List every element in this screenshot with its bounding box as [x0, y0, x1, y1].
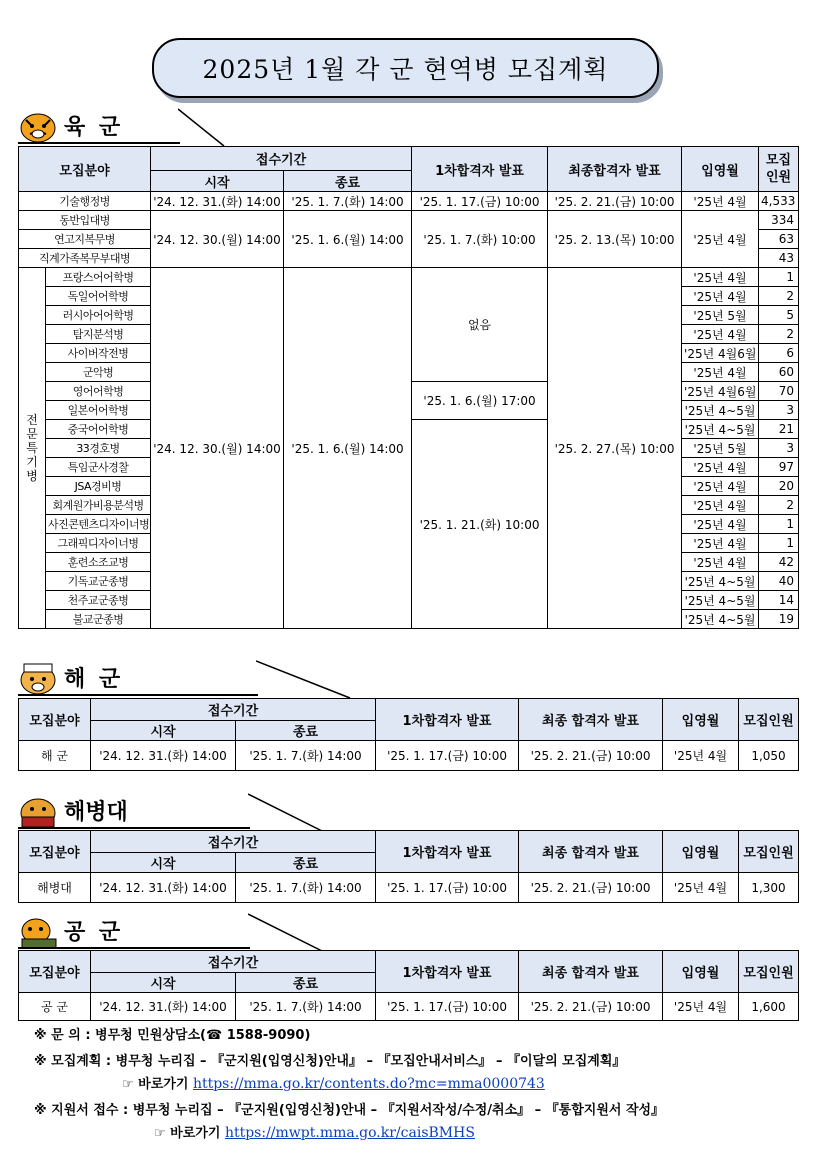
col-first: 1차합격자 발표 — [376, 951, 519, 993]
col-final: 최종 합격자 발표 — [519, 951, 663, 993]
army-title: 육 군 — [64, 115, 124, 140]
airforce-table — [18, 950, 799, 1021]
table-row: 사진콘텐츠디자이너병 '25년 4월 1 — [19, 515, 799, 534]
table-row: 특임군사경찰 '25년 4월 97 — [19, 458, 799, 477]
table-row: 전문특기병 프랑스어어학병 '24. 12. 30.(월) 14:00 '25. 1. 6.(월) 14:00 없음 '25. 2. 27.(목) 10:00 '25년 4월 1 — [19, 268, 799, 287]
col-field: 모집분야 — [19, 951, 91, 993]
table-row: 사이버작전병 '25년 4월6월 6 — [19, 344, 799, 363]
airforce-section-header — [18, 913, 250, 949]
table-row: 33경호병 '25년 5월 3 — [19, 439, 799, 458]
col-period: 접수기간 — [151, 147, 412, 171]
col-end: 종료 — [284, 171, 412, 192]
table-row: 훈련소조교병 '25년 4월 42 — [19, 553, 799, 572]
table-row: 천주교군종병 '25년 4~5월 14 — [19, 591, 799, 610]
plan-link[interactable]: https://mma.go.kr/contents.do?mc=mma0000743 — [192, 1076, 545, 1092]
col-end: 종료 — [236, 721, 376, 741]
col-first: 1차합격자 발표 — [376, 699, 519, 741]
col-enlist: 입영월 — [663, 831, 739, 873]
col-enlist: 입영월 — [663, 951, 739, 993]
table-row: 해 군 '24. 12. 31.(화) 14:00 '25. 1. 7.(화) 14:00 '25. 1. 17.(금) 10:00 '25. 2. 21.(금) 10:00 '25년 4월 1,050 — [19, 741, 799, 771]
army-header-slant — [178, 108, 228, 148]
table-row: 탐지분석병 '25년 4월 2 — [19, 325, 799, 344]
col-field: 모집분야 — [19, 147, 151, 192]
table-row: 연고지복무병 63 — [19, 230, 799, 249]
note-plan-link-row: ☞ 바로가기 https://mma.go.kr/contents.do?mc=mma0000743 — [122, 1076, 545, 1092]
col-first: 1차합격자 발표 — [376, 831, 519, 873]
col-final: 최종 합격자 발표 — [519, 699, 663, 741]
col-end: 종료 — [236, 973, 376, 993]
marine-title: 해병대 — [64, 800, 128, 825]
army-section-header — [18, 108, 180, 144]
note-apply: ※ 지원서 접수 : 병무청 누리집 – 『군지원(입영신청)안내 – 『지원서작성/수정/취소』 – 『통합지원서 작성』 — [34, 1103, 665, 1118]
note-plan: ※ 모집계획 : 병무청 누리집 – 『군지원(입영신청)안내』 – 『모집안내서비스』 – 『이달의 모집계획』 — [34, 1054, 626, 1069]
navy-title: 해 군 — [64, 667, 124, 692]
table-row: 동반입대병 '24. 12. 30.(월) 14:00 '25. 1. 6.(월) 14:00 '25. 1. 7.(화) 10:00 '25. 2. 13.(목) 10:00 '25년 4월 334 — [19, 211, 799, 230]
col-start: 시작 — [91, 721, 236, 741]
marine-table — [18, 830, 799, 903]
col-enlist: 입영월 — [682, 147, 759, 192]
col-start: 시작 — [151, 171, 284, 192]
col-final: 최종 합격자 발표 — [519, 831, 663, 873]
table-row: 해병대 '24. 12. 31.(화) 14:00 '25. 1. 7.(화) 14:00 '25. 1. 17.(금) 10:00 '25. 2. 21.(금) 10:00 '25년 4월 1,300 — [19, 873, 799, 903]
navy-table — [18, 698, 799, 771]
airforce-title: 공 군 — [64, 920, 124, 945]
col-count: 모집 인원 — [759, 147, 799, 192]
navy-header-slant — [256, 660, 356, 700]
table-row: 중국어어학병 '25. 1. 21.(화) 10:00 '25년 4~5월 21 — [19, 420, 799, 439]
table-row: 직계가족복무부대병 43 — [19, 249, 799, 268]
tiger-mascot-icon — [18, 110, 58, 144]
navy-section-header — [18, 660, 258, 696]
marine-section-header — [18, 793, 250, 829]
table-row: 기술행정병 '24. 12. 31.(화) 14:00 '25. 1. 7.(화) 14:00 '25. 1. 17.(금) 10:00 '25. 2. 21.(금) 10:00 '25년 4월 4,533 — [19, 192, 799, 211]
table-row: 일본어어학병 '25년 4~5월 3 — [19, 401, 799, 420]
col-count: 모집인원 — [739, 699, 799, 741]
table-row: 공 군 '24. 12. 31.(화) 14:00 '25. 1. 7.(화) 14:00 '25. 1. 17.(금) 10:00 '25. 2. 21.(금) 10:00 '25년 4월 1,600 — [19, 993, 799, 1021]
tiger-mascot-icon — [18, 662, 58, 696]
table-row: 군악병 '25년 4월 60 — [19, 363, 799, 382]
col-field: 모집분야 — [19, 831, 91, 873]
col-end: 종료 — [236, 853, 376, 873]
notes — [34, 1024, 804, 1145]
army-table — [18, 146, 799, 629]
table-row: 그래픽디자이너병 '25년 4월 1 — [19, 534, 799, 553]
col-start: 시작 — [91, 853, 236, 873]
tiger-mascot-icon — [18, 795, 58, 829]
page-title: 2025년 1월 각 군 현역병 모집계획 — [152, 38, 659, 98]
col-period: 접수기간 — [91, 951, 376, 973]
table-row: 기독교군종병 '25년 4~5월 40 — [19, 572, 799, 591]
table-row: 독일어어학병 '25년 4월 2 — [19, 287, 799, 306]
col-count: 모집인원 — [739, 951, 799, 993]
col-period: 접수기간 — [91, 699, 376, 721]
col-period: 접수기간 — [91, 831, 376, 853]
airforce-header-slant — [248, 913, 328, 953]
apply-link[interactable]: https://mwpt.mma.go.kr/caisBMHS — [224, 1125, 475, 1141]
col-enlist: 입영월 — [663, 699, 739, 741]
col-count: 모집인원 — [739, 831, 799, 873]
tiger-mascot-icon — [18, 915, 58, 949]
table-row: 러시아어어학병 '25년 5월 5 — [19, 306, 799, 325]
table-row: JSA경비병 '25년 4월 20 — [19, 477, 799, 496]
special-group-label: 전문특기병 — [19, 268, 46, 629]
col-first: 1차합격자 발표 — [412, 147, 548, 192]
note-inquiry: ※ 문 의 : 병무청 민원상담소(☎ 1588-9090) — [34, 1028, 311, 1043]
col-field: 모집분야 — [19, 699, 91, 741]
col-final: 최종합격자 발표 — [548, 147, 682, 192]
note-apply-link-row: ☞ 바로가기 https://mwpt.mma.go.kr/caisBMHS — [154, 1125, 475, 1141]
col-start: 시작 — [91, 973, 236, 993]
marine-header-slant — [248, 793, 328, 833]
table-row: 회계원가비용분석병 '25년 4월 2 — [19, 496, 799, 515]
table-row: 영어어학병 '25. 1. 6.(월) 17:00 '25년 4월6월 70 — [19, 382, 799, 401]
table-row: 불교군종병 '25년 4~5월 19 — [19, 610, 799, 629]
